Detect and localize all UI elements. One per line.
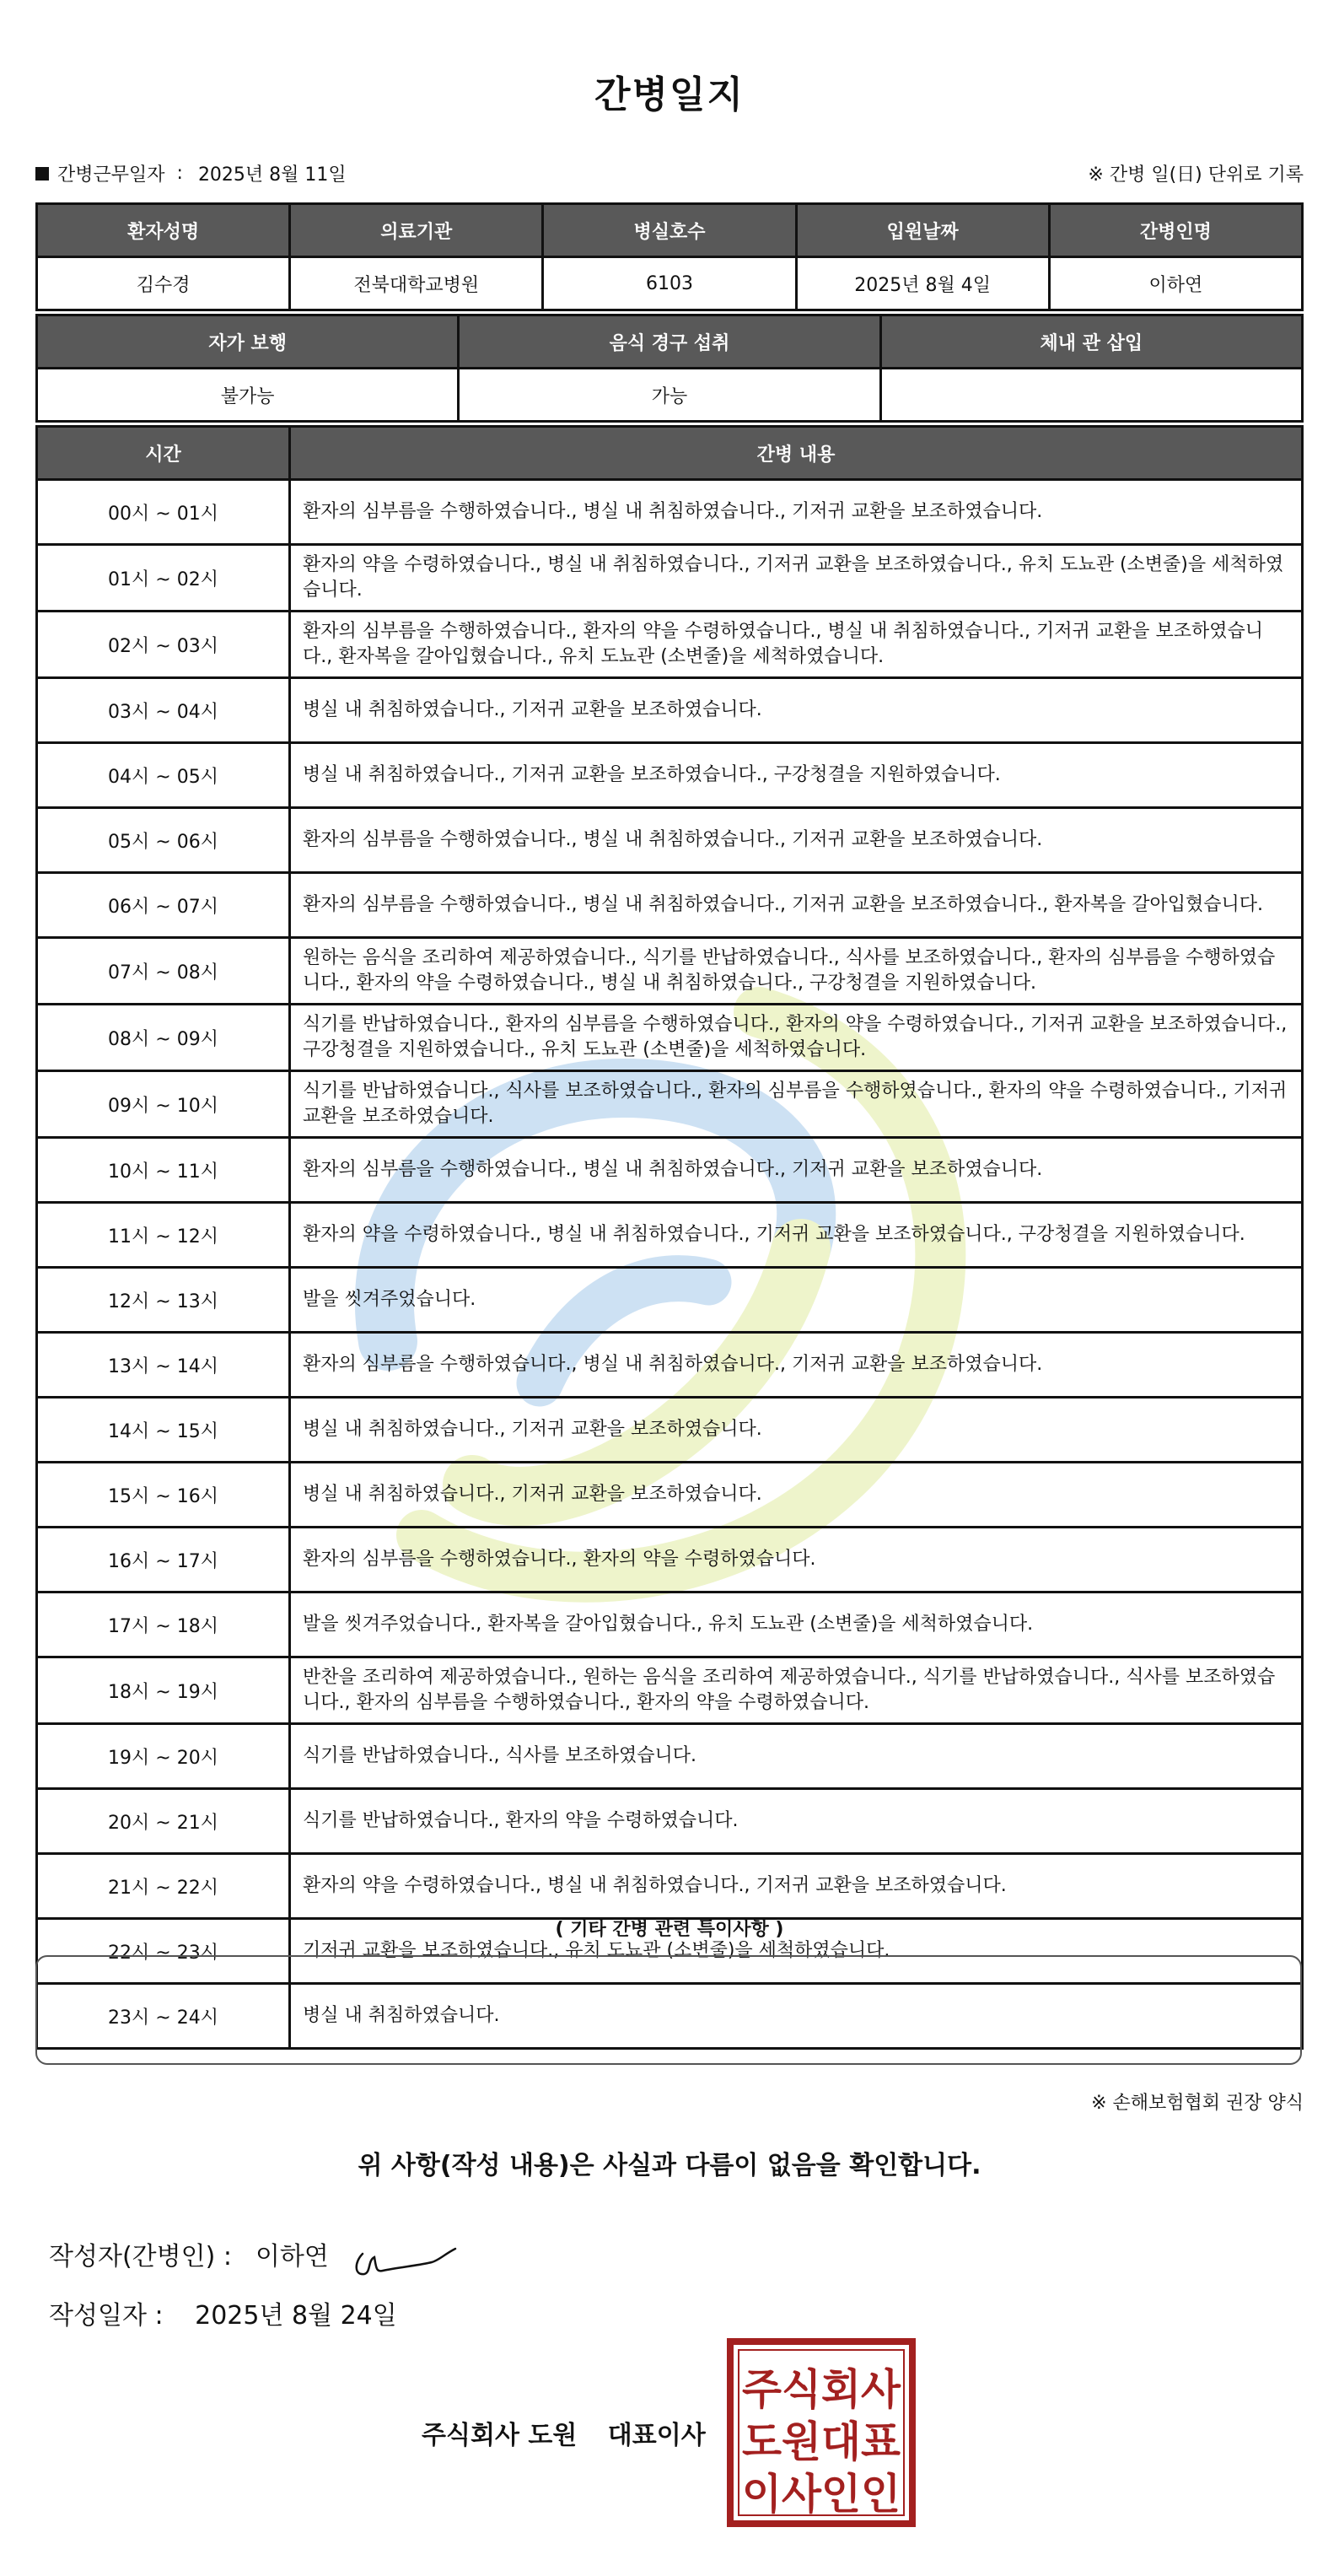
write-date-label: 작성일자 : xyxy=(49,2301,164,2331)
writer-label: 작성자(간병인) : xyxy=(49,2242,232,2272)
writer-name: 이하연 xyxy=(255,2242,329,2272)
care-log-content: 식기를 반납하였습니다., 식사를 보조하였습니다., 환자의 심부름을 수행하였습니다., 환자의 약을 수령하였습니다., 기저귀 교환을 보조하였습니다. xyxy=(290,1071,1303,1138)
care-log-content: 식기를 반납하였습니다., 환자의 심부름을 수행하였습니다., 환자의 약을 수령하였습니다., 기저귀 교환을 보조하였습니다., 구강청결을 지원하였습니다., 유치 도뇨관 (소변줄)을 세척하였습니다. xyxy=(290,1005,1303,1071)
care-log-content: 환자의 심부름을 수행하였습니다., 환자의 약을 수령하였습니다., 병실 내 취침하였습니다., 기저귀 교환을 보조하였습니다., 환자복을 갈아입혔습니다., 유치 도뇨관 (소변줄)을 세척하였습니다. xyxy=(290,612,1303,678)
care-log-content: 환자의 심부름을 수행하였습니다., 병실 내 취침하였습니다., 기저귀 교환을 보조하였습니다., 환자복을 갈아입혔습니다. xyxy=(290,873,1303,938)
care-log-content: 발을 씻겨주었습니다., 환자복을 갈아입혔습니다., 유치 도뇨관 (소변줄)을 세척하였습니다. xyxy=(290,1592,1303,1657)
care-log-time: 02시 ~ 03시 xyxy=(37,612,290,678)
care-log-row xyxy=(37,1333,1303,1398)
work-date xyxy=(35,160,347,186)
self-walking-value: 불가능 xyxy=(37,369,459,422)
header-caregiver-name: 간병인명 xyxy=(1049,204,1302,257)
patient-info-value-row xyxy=(37,257,1303,310)
care-log-content: 환자의 심부름을 수행하였습니다., 병실 내 취침하였습니다., 기저귀 교환을 보조하였습니다. xyxy=(290,1138,1303,1203)
care-log-content: 발을 씻겨주었습니다. xyxy=(290,1268,1303,1333)
care-log-time: 13시 ~ 14시 xyxy=(37,1333,290,1398)
patient-status-table xyxy=(35,314,1304,423)
care-log-row xyxy=(37,480,1303,545)
care-log-content: 병실 내 취침하였습니다., 기저귀 교환을 보조하였습니다., 구강청결을 지원하였습니다. xyxy=(290,743,1303,808)
header-admission-date: 입원날짜 xyxy=(796,204,1049,257)
hospital-name: 전북대학교병원 xyxy=(290,257,543,310)
patient-status-value-row xyxy=(37,369,1303,422)
confirmation-statement: 위 사항(작성 내용)은 사실과 다름이 없음을 확인합니다. xyxy=(358,2151,981,2180)
signature-image xyxy=(351,2228,460,2279)
oral-intake-value: 가능 xyxy=(459,369,880,422)
care-log-row xyxy=(37,612,1303,678)
svg-text:도원대표: 도원대표 xyxy=(742,2417,901,2466)
care-log-content: 환자의 약을 수령하였습니다., 병실 내 취침하였습니다., 기저귀 교환을 보조하였습니다. xyxy=(290,1854,1303,1919)
care-log-content: 환자의 심부름을 수행하였습니다., 환자의 약을 수령하였습니다. xyxy=(290,1528,1303,1592)
care-log-time: 07시 ~ 08시 xyxy=(37,938,290,1005)
care-log-time: 10시 ~ 11시 xyxy=(37,1138,290,1203)
company-line xyxy=(422,2414,706,2451)
admission-date: 2025년 8월 4일 xyxy=(796,257,1049,310)
care-log-row xyxy=(37,1657,1303,1724)
svg-text:주식회사: 주식회사 xyxy=(742,2365,901,2414)
care-log-row xyxy=(37,873,1303,938)
care-log-header-row xyxy=(37,427,1303,480)
care-log-time: 08시 ~ 09시 xyxy=(37,1005,290,1071)
care-log-time: 05시 ~ 06시 xyxy=(37,808,290,873)
care-log-content: 환자의 약을 수령하였습니다., 병실 내 취침하였습니다., 기저귀 교환을 보조하였습니다., 유치 도뇨관 (소변줄)을 세척하였습니다. xyxy=(290,545,1303,612)
work-date-colon: : xyxy=(176,163,183,184)
care-log-row xyxy=(37,1724,1303,1789)
care-log-time: 21시 ~ 22시 xyxy=(37,1854,290,1919)
patient-name: 김수경 xyxy=(37,257,290,310)
header-hospital: 의료기관 xyxy=(290,204,543,257)
care-log-row xyxy=(37,678,1303,743)
care-log-time: 17시 ~ 18시 xyxy=(37,1592,290,1657)
meta-row xyxy=(35,160,1304,194)
header-self-walking: 자가 보행 xyxy=(37,315,459,369)
page-title: 간병일지 xyxy=(594,73,745,116)
care-log-content: 식기를 반납하였습니다., 환자의 약을 수령하였습니다. xyxy=(290,1789,1303,1854)
care-log-content: 식기를 반납하였습니다., 식사를 보조하였습니다. xyxy=(290,1724,1303,1789)
care-log-content: 병실 내 취침하였습니다., 기저귀 교환을 보조하였습니다. xyxy=(290,1463,1303,1528)
care-log-time: 11시 ~ 12시 xyxy=(37,1203,290,1268)
header-care-content: 간병 내용 xyxy=(290,427,1303,480)
company-title: 대표이사 xyxy=(607,2421,706,2450)
care-log-row xyxy=(37,743,1303,808)
header-room-number: 병실호수 xyxy=(543,204,796,257)
care-log-time: 15시 ~ 16시 xyxy=(37,1463,290,1528)
care-log-table xyxy=(35,425,1304,2050)
care-log-row xyxy=(37,938,1303,1005)
care-log-content: 환자의 심부름을 수행하였습니다., 병실 내 취침하였습니다., 기저귀 교환을 보조하였습니다. xyxy=(290,1333,1303,1398)
care-log-row xyxy=(37,1854,1303,1919)
care-log-row xyxy=(37,1463,1303,1528)
recommendation-note: ※ 손해보험협회 권장 양식 xyxy=(1091,2093,1304,2114)
header-time: 시간 xyxy=(37,427,290,480)
care-log-row xyxy=(37,1071,1303,1138)
patient-status-header-row xyxy=(37,315,1303,369)
write-date-line xyxy=(49,2294,397,2331)
care-log-content: 반찬을 조리하여 제공하였습니다., 원하는 음식을 조리하여 제공하였습니다., 식기를 반납하였습니다., 식사를 보조하였습니다., 환자의 심부름을 수행하였습니다., 환자의 약을 수령하였습니다. xyxy=(290,1657,1303,1724)
care-log-time: 16시 ~ 17시 xyxy=(37,1528,290,1592)
patient-info-header-row xyxy=(37,204,1303,257)
svg-text:이사인인: 이사인인 xyxy=(742,2470,901,2519)
work-date-label: 간병근무일자 xyxy=(57,164,165,186)
care-log-content: 환자의 심부름을 수행하였습니다., 병실 내 취침하였습니다., 기저귀 교환을 보조하였습니다. xyxy=(290,808,1303,873)
notes-title: ( 기타 간병 관련 특이사항 ) xyxy=(555,1919,784,1940)
care-log-content: 원하는 음식을 조리하여 제공하였습니다., 식기를 반납하였습니다., 식사를 보조하였습니다., 환자의 심부름을 수행하였습니다., 환자의 약을 수령하였습니다., 병실 내 취침하였습니다., 구강청결을 지원하였습니다. xyxy=(290,938,1303,1005)
care-log-time: 09시 ~ 10시 xyxy=(37,1071,290,1138)
care-log-content: 병실 내 취침하였습니다., 기저귀 교환을 보조하였습니다. xyxy=(290,1398,1303,1463)
company-seal-stamp xyxy=(727,2338,916,2527)
care-log-content: 기저귀 교환을 보조하였습니다., 유치 도뇨관 (소변줄)을 세척하였습니다. xyxy=(290,1919,1303,1984)
care-log-content: 병실 내 취침하였습니다. xyxy=(290,1984,1303,2049)
care-log-time: 00시 ~ 01시 xyxy=(37,480,290,545)
care-log-time: 23시 ~ 24시 xyxy=(37,1984,290,2049)
care-log-content: 환자의 약을 수령하였습니다., 병실 내 취침하였습니다., 기저귀 교환을 보조하였습니다., 구강청결을 지원하였습니다. xyxy=(290,1203,1303,1268)
care-log-time: 12시 ~ 13시 xyxy=(37,1268,290,1333)
care-log-time: 06시 ~ 07시 xyxy=(37,873,290,938)
care-log-row xyxy=(37,545,1303,612)
care-log-row xyxy=(37,1789,1303,1854)
patient-info-table xyxy=(35,202,1304,311)
header-patient-name: 환자성명 xyxy=(37,204,290,257)
care-log-content: 환자의 심부름을 수행하였습니다., 병실 내 취침하였습니다., 기저귀 교환을 보조하였습니다. xyxy=(290,480,1303,545)
care-log-time: 04시 ~ 05시 xyxy=(37,743,290,808)
record-unit-note: ※ 간병 일(日) 단위로 기록 xyxy=(1088,164,1304,186)
header-tube-insertion: 체내 관 삽입 xyxy=(880,315,1302,369)
notes-box xyxy=(35,1955,1302,2065)
care-log-row xyxy=(37,1398,1303,1463)
header-oral-intake: 음식 경구 섭취 xyxy=(459,315,880,369)
care-log-row xyxy=(37,1268,1303,1333)
care-log-time: 01시 ~ 02시 xyxy=(37,545,290,612)
care-log-row xyxy=(37,1138,1303,1203)
care-log-row xyxy=(37,1592,1303,1657)
care-log-time: 18시 ~ 19시 xyxy=(37,1657,290,1724)
care-log-time: 22시 ~ 23시 xyxy=(37,1919,290,1984)
care-log-row xyxy=(37,808,1303,873)
square-bullet-icon xyxy=(35,167,49,181)
company-name: 주식회사 도원 xyxy=(422,2421,578,2450)
writer-line xyxy=(49,2228,460,2279)
work-date-value: 2025년 8월 11일 xyxy=(197,164,347,186)
care-log-time: 20시 ~ 21시 xyxy=(37,1789,290,1854)
room-number: 6103 xyxy=(543,257,796,310)
care-log-time: 14시 ~ 15시 xyxy=(37,1398,290,1463)
care-log-row xyxy=(37,1005,1303,1071)
care-log-body xyxy=(37,480,1303,2049)
write-date-value: 2025년 8월 24일 xyxy=(195,2301,397,2331)
care-log-row xyxy=(37,1528,1303,1592)
care-log-content: 병실 내 취침하였습니다., 기저귀 교환을 보조하였습니다. xyxy=(290,678,1303,743)
care-log-row xyxy=(37,1203,1303,1268)
caregiver-name: 이하연 xyxy=(1049,257,1302,310)
tube-insertion-value xyxy=(880,369,1302,422)
care-log-time: 19시 ~ 20시 xyxy=(37,1724,290,1789)
care-log-time: 03시 ~ 04시 xyxy=(37,678,290,743)
